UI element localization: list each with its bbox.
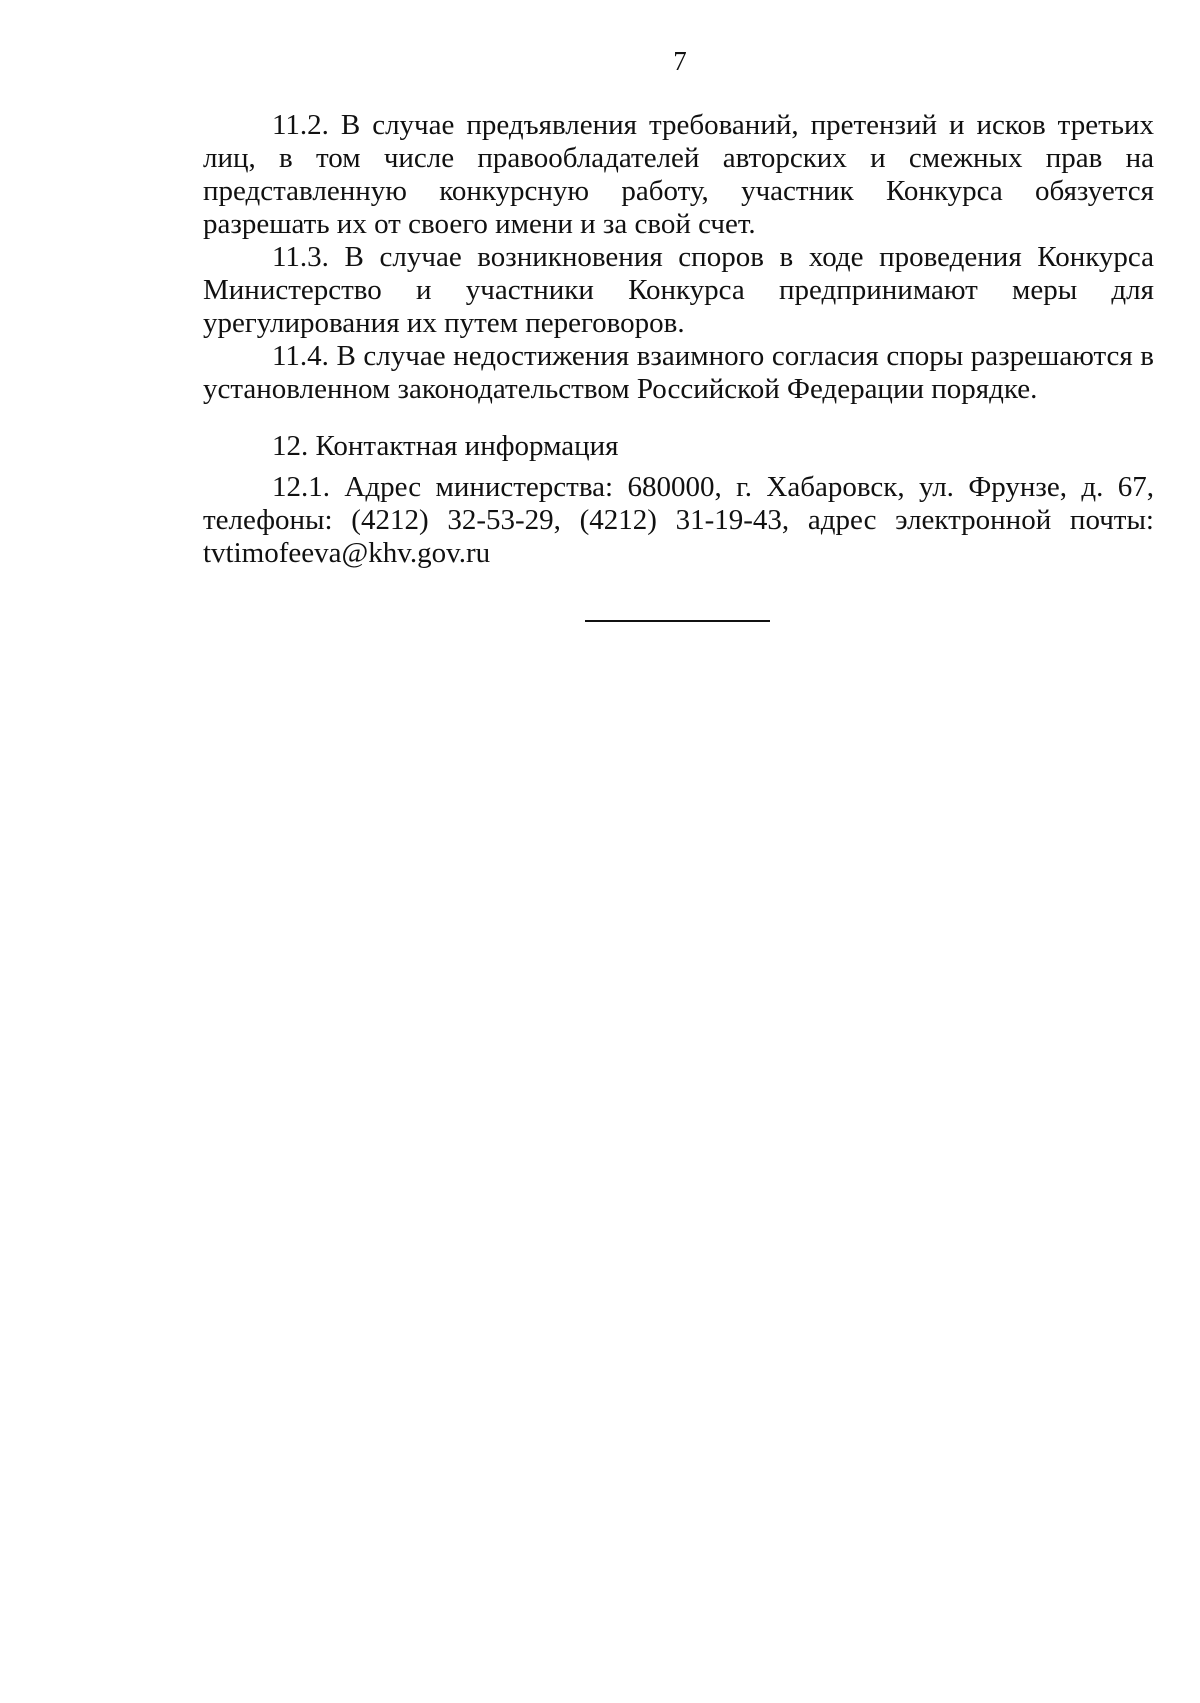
end-divider-line [585,620,770,622]
paragraph-11-4: 11.4. В случае недостижения взаимного согласия споры разрешаются в установленном законодательством Российской Федерации порядке. [203,340,1154,405]
page-number: 7 [673,46,687,76]
paragraph-11-2: 11.2. В случае предъявления требований, претензий и исков третьих лиц, в том числе правообладателей авторских и смежных прав на представленную конкурсную работу, участник Конкурса обязуется разрешать их от своего имени и за свой счет. [203,109,1154,240]
paragraph-11-3: 11.3. В случае возникновения споров в ходе проведения Конкурса Министерство и участники Конкурса предпринимают меры для урегулирования их путем переговоров. [203,241,1154,339]
document-body [203,109,1154,570]
paragraph-12-1: 12.1. Адрес министерства: 680000, г. Хабаровск, ул. Фрунзе, д. 67, телефоны: (4212) 32-53-29, (4212) 31-19-43, адрес электронной почты: tvtimofeeva@khv.gov.ru [203,471,1154,569]
section-heading-12: 12. Контактная информация [272,430,619,462]
